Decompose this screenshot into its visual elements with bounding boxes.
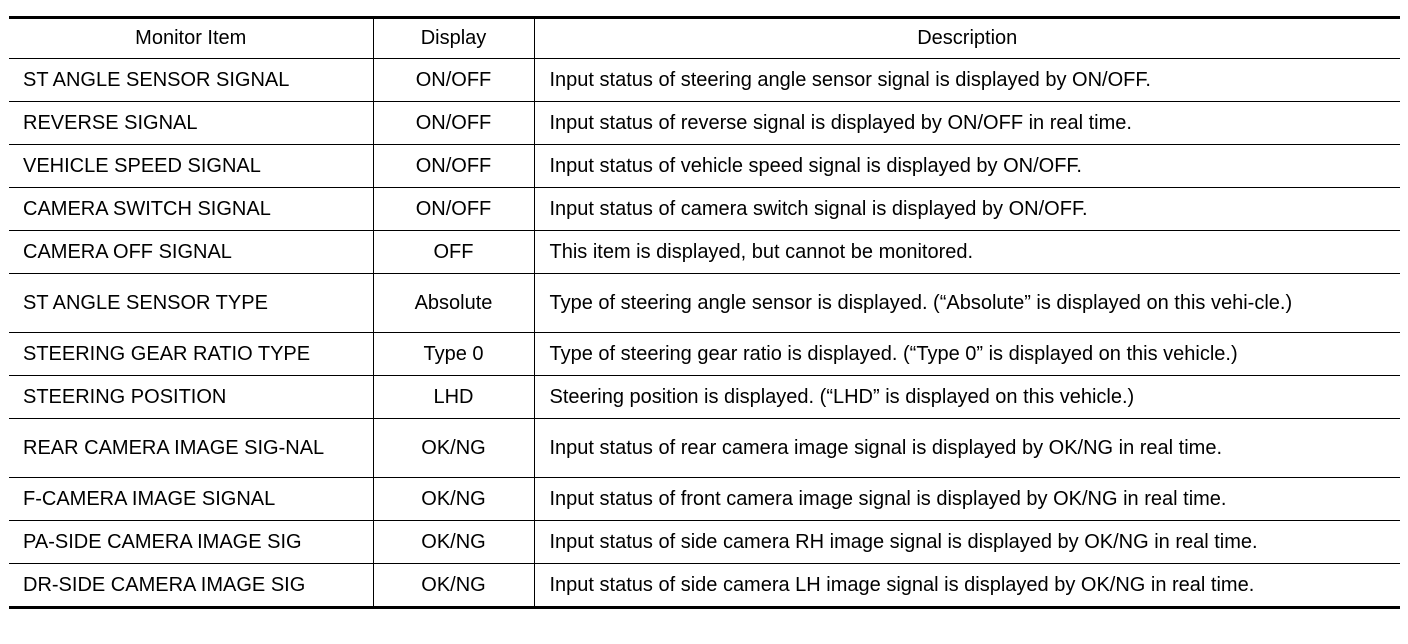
monitor-item-cell: STEERING GEAR RATIO TYPE (9, 333, 373, 376)
display-cell: Absolute (373, 274, 534, 333)
table-row (9, 102, 1400, 145)
header-description: Description (534, 18, 1400, 59)
monitor-item-cell: DR-SIDE CAMERA IMAGE SIG (9, 564, 373, 608)
monitor-item-cell: PA-SIDE CAMERA IMAGE SIG (9, 521, 373, 564)
table-row (9, 564, 1400, 608)
table-row (9, 274, 1400, 333)
monitor-item-table (9, 16, 1400, 609)
table-row (9, 145, 1400, 188)
table-row (9, 231, 1400, 274)
display-cell: OK/NG (373, 478, 534, 521)
description-cell: Input status of side camera LH image signal is displayed by OK/NG in real time. (534, 564, 1400, 608)
description-cell: Input status of side camera RH image signal is displayed by OK/NG in real time. (534, 521, 1400, 564)
description-cell: Type of steering angle sensor is displayed. (“Absolute” is displayed on this vehi-cle.) (534, 274, 1400, 333)
description-cell: Type of steering gear ratio is displayed. (“Type 0” is displayed on this vehicle.) (534, 333, 1400, 376)
description-cell: Input status of rear camera image signal is displayed by OK/NG in real time. (534, 419, 1400, 478)
display-cell: ON/OFF (373, 102, 534, 145)
description-cell: Input status of steering angle sensor signal is displayed by ON/OFF. (534, 59, 1400, 102)
monitor-item-cell: ST ANGLE SENSOR SIGNAL (9, 59, 373, 102)
table-row (9, 478, 1400, 521)
header-monitor-item: Monitor Item (9, 18, 373, 59)
table-row (9, 376, 1400, 419)
description-cell: This item is displayed, but cannot be monitored. (534, 231, 1400, 274)
monitor-item-cell: REVERSE SIGNAL (9, 102, 373, 145)
monitor-item-cell: REAR CAMERA IMAGE SIG-NAL (9, 419, 373, 478)
table-header-row (9, 18, 1400, 59)
display-cell: OK/NG (373, 521, 534, 564)
description-cell: Steering position is displayed. (“LHD” is displayed on this vehicle.) (534, 376, 1400, 419)
description-cell: Input status of front camera image signal is displayed by OK/NG in real time. (534, 478, 1400, 521)
display-cell: ON/OFF (373, 59, 534, 102)
table-row (9, 188, 1400, 231)
header-display: Display (373, 18, 534, 59)
table-row (9, 419, 1400, 478)
display-cell: OK/NG (373, 564, 534, 608)
display-cell: OFF (373, 231, 534, 274)
display-cell: ON/OFF (373, 145, 534, 188)
display-cell: OK/NG (373, 419, 534, 478)
monitor-item-cell: CAMERA OFF SIGNAL (9, 231, 373, 274)
monitor-item-cell: VEHICLE SPEED SIGNAL (9, 145, 373, 188)
monitor-item-cell: STEERING POSITION (9, 376, 373, 419)
table-row (9, 59, 1400, 102)
table-row (9, 521, 1400, 564)
display-cell: Type 0 (373, 333, 534, 376)
display-cell: LHD (373, 376, 534, 419)
description-cell: Input status of camera switch signal is displayed by ON/OFF. (534, 188, 1400, 231)
monitor-item-cell: F-CAMERA IMAGE SIGNAL (9, 478, 373, 521)
description-cell: Input status of reverse signal is displayed by ON/OFF in real time. (534, 102, 1400, 145)
display-cell: ON/OFF (373, 188, 534, 231)
description-cell: Input status of vehicle speed signal is displayed by ON/OFF. (534, 145, 1400, 188)
table-row (9, 333, 1400, 376)
monitor-item-cell: ST ANGLE SENSOR TYPE (9, 274, 373, 333)
monitor-item-cell: CAMERA SWITCH SIGNAL (9, 188, 373, 231)
